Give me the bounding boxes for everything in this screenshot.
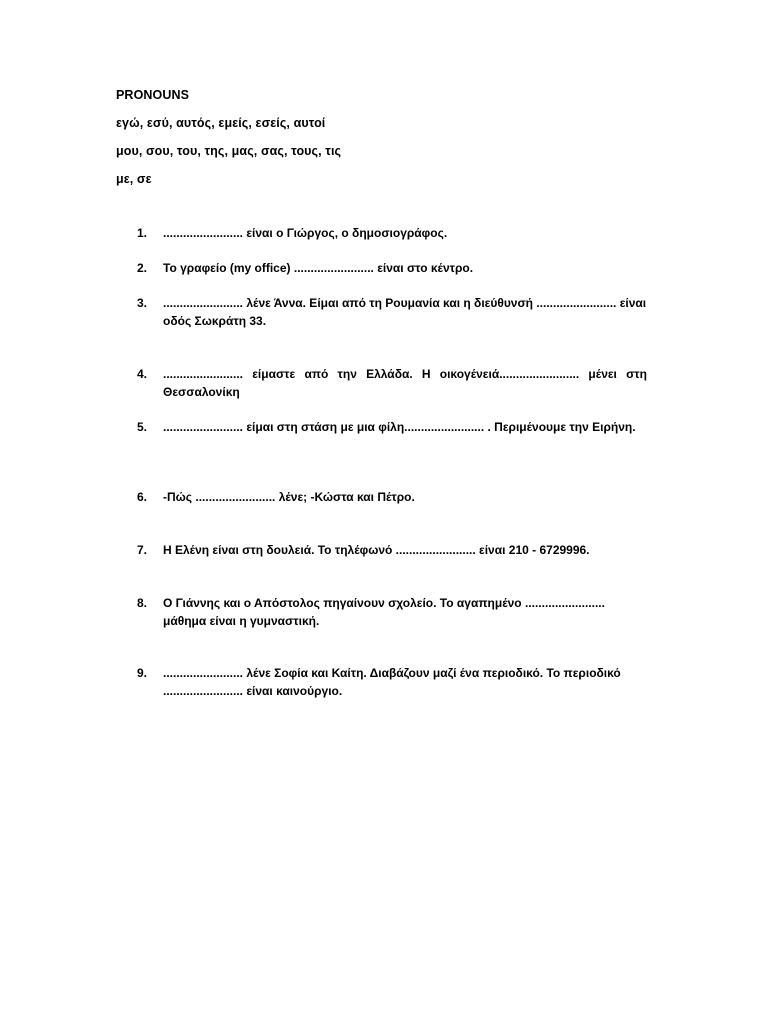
exercise-text: Ο Γιάννης και ο Απόστολος πηγαίνουν σχολείο. Το αγαπημένο ........................ μάθημα είναι η γυμναστική.: [163, 596, 605, 628]
exercise-number: 8.: [137, 596, 148, 610]
exercise-number: 7.: [137, 543, 148, 557]
exercise-number: 4.: [137, 367, 148, 381]
exercise-item-1: [137, 224, 647, 242]
exercise-number: 6.: [137, 490, 148, 504]
exercise-number: 2.: [137, 261, 148, 275]
exercise-text: ........................ είμαστε από την Ελλάδα. Η οικογένειά........................ μένει στη Θεσσαλονίκη: [163, 367, 647, 399]
exercise-item-2: [137, 259, 647, 277]
exercise-item-7: [137, 541, 647, 559]
exercise-text: ........................ λένε Άννα. Είμαι από τη Ρουμανία και η διεύθυνσή ........................ είναι οδός Σωκράτη 33.: [163, 296, 647, 328]
exercise-text: -Πώς ........................ λένε; -Κώστα και Πέτρο.: [163, 490, 415, 504]
exercise-text: ........................ είμαι στη στάση με μια φίλη........................ . Περιμένουμε την Ειρήνη.: [163, 420, 636, 434]
exercise-item-9: [137, 664, 647, 700]
pronoun-list-possessive: μου, σου, του, της, μας, σας, τους, τις: [116, 144, 342, 158]
exercise-number: 9.: [137, 666, 148, 680]
exercise-text: Η Ελένη είναι στη δουλειά. Το τηλέφωνό ........................ είναι 210 - 6729996.: [163, 543, 590, 557]
exercise-item-3: [137, 294, 647, 330]
page-title: PRONOUNS: [116, 88, 190, 102]
pronoun-list-object: με, σε: [116, 172, 152, 186]
exercise-item-6: [137, 488, 647, 506]
exercise-number: 3.: [137, 296, 148, 310]
exercise-text: Το γραφείο (my office) ........................ είναι στο κέντρο.: [163, 261, 474, 275]
exercise-text: ........................ είναι ο Γιώργος, ο δημοσιογράφος.: [163, 226, 448, 240]
exercise-item-5: [137, 418, 647, 436]
exercise-text: ........................ λένε Σοφία και Καίτη. Διαβάζουν μαζί ένα περιοδικό. Το περιοδικό ........................ είναι καινούργιο.: [163, 666, 621, 698]
exercise-item-4: [137, 365, 647, 401]
exercise-number: 1.: [137, 226, 148, 240]
pronoun-list-subject: εγώ, εσύ, αυτός, εμείς, εσείς, αυτοί: [116, 116, 326, 130]
exercise-item-8: [137, 594, 647, 630]
exercise-number: 5.: [137, 420, 148, 434]
